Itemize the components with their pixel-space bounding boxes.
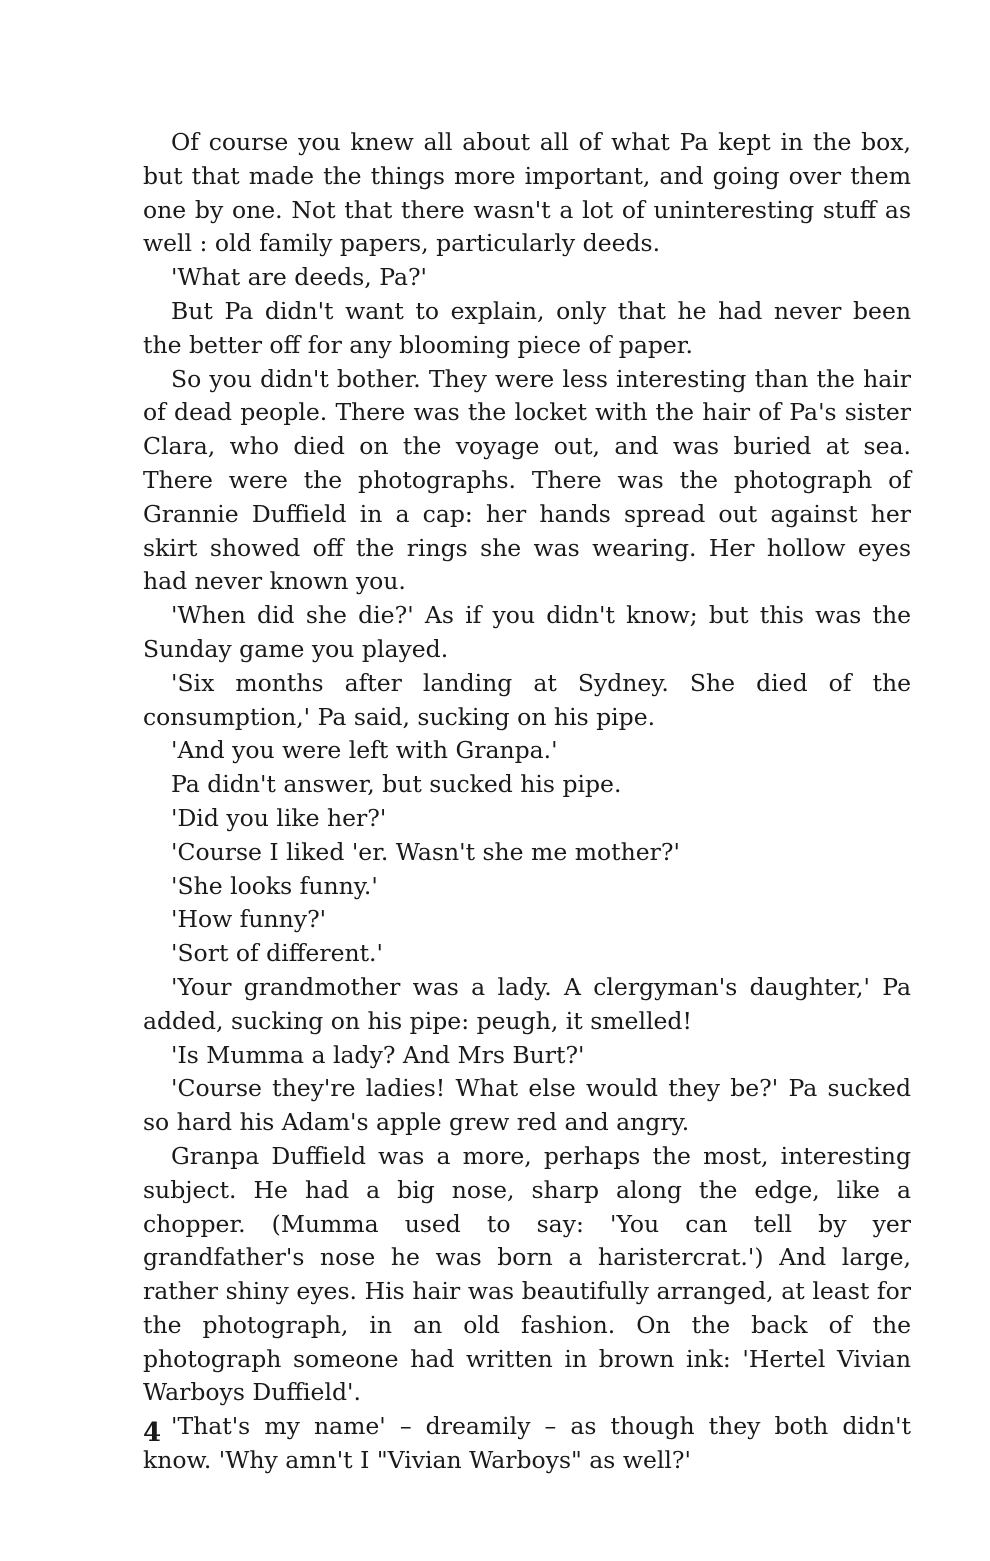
page-number: 4 (143, 1418, 162, 1448)
paragraph-six-months: 'Six months after landing at Sydney. She died of the consumption,' Pa said, sucking on his pipe. (143, 668, 911, 731)
paragraph-photographs: So you didn't bother. They were less interesting than the hair of dead people. There was the locket with the hair of Pa's sister Clara, who died on the voyage out, and was buried at sea. There were the photographs. There was the photograph of Grannie Duffield in a cap: her hands spread out against her skirt showed off the rings she was wearing. Her hollow eyes had never known you. (143, 364, 911, 596)
body-text (143, 126, 911, 1478)
paragraph-grandmother-lady: 'Your grandmother was a lady. A clergyman's daughter,' Pa added, sucking on his pipe: peugh, it smelled! (143, 972, 911, 1035)
paragraph-left-with-granpa: 'And you were left with Granpa.' (171, 736, 558, 765)
paragraph-course-i-liked: 'Course I liked 'er. Wasn't she me mother?' (171, 837, 680, 866)
paragraph-when-did-she-die: 'When did she die?' As if you didn't know; but this was the Sunday game you played. (143, 601, 911, 663)
paragraph-granpa-duffield: Granpa Duffield was a more, perhaps the most, interesting subject. He had a big nose, sharp along the edge, like a chopper. (Mumma used to say: 'You can tell by yer grandfather's nose he was born a haristercrat.') And large, rather shiny eyes. His hair was beautifully arranged, at least for the photograph, in an old fashion. On the back of the photograph someone had written in brown ink: 'Hertel Vivian Warboys Duffield'. (143, 1141, 911, 1407)
paragraph-how-funny: 'How funny?' (171, 905, 327, 934)
paragraph-what-are-deeds: 'What are deeds, Pa?' (171, 263, 428, 292)
paragraph-pa-didnt-answer: Pa didn't answer, but sucked his pipe. (171, 770, 622, 799)
paragraph-is-mumma-a-lady: 'Is Mumma a lady? And Mrs Burt?' (171, 1040, 585, 1069)
paragraph-sort-of-different: 'Sort of different.' (171, 939, 383, 968)
paragraph-looks-funny: 'She looks funny.' (171, 871, 378, 900)
paragraph-box-contents: Of course you knew all about all of what Pa kept in the box, but that made the things more important, and going over them one by one. Not that there wasn't a lot of uninteresting stuff as well : old family papers, particularly deeds. (143, 128, 911, 258)
paragraph-did-you-like-her: 'Did you like her?' (171, 803, 387, 832)
paragraph-course-theyre-ladies: 'Course they're ladies! What else would they be?' Pa sucked so hard his Adam's apple grew red and angry. (143, 1074, 911, 1137)
paragraph-pa-explain: But Pa didn't want to explain, only that he had never been the better off for any blooming piece of paper. (143, 296, 911, 359)
paragraph-thats-my-name: 'That's my name' – dreamily – as though they both didn't know. 'Why amn't I "Vivian Warboys" as well?' (143, 1412, 911, 1475)
